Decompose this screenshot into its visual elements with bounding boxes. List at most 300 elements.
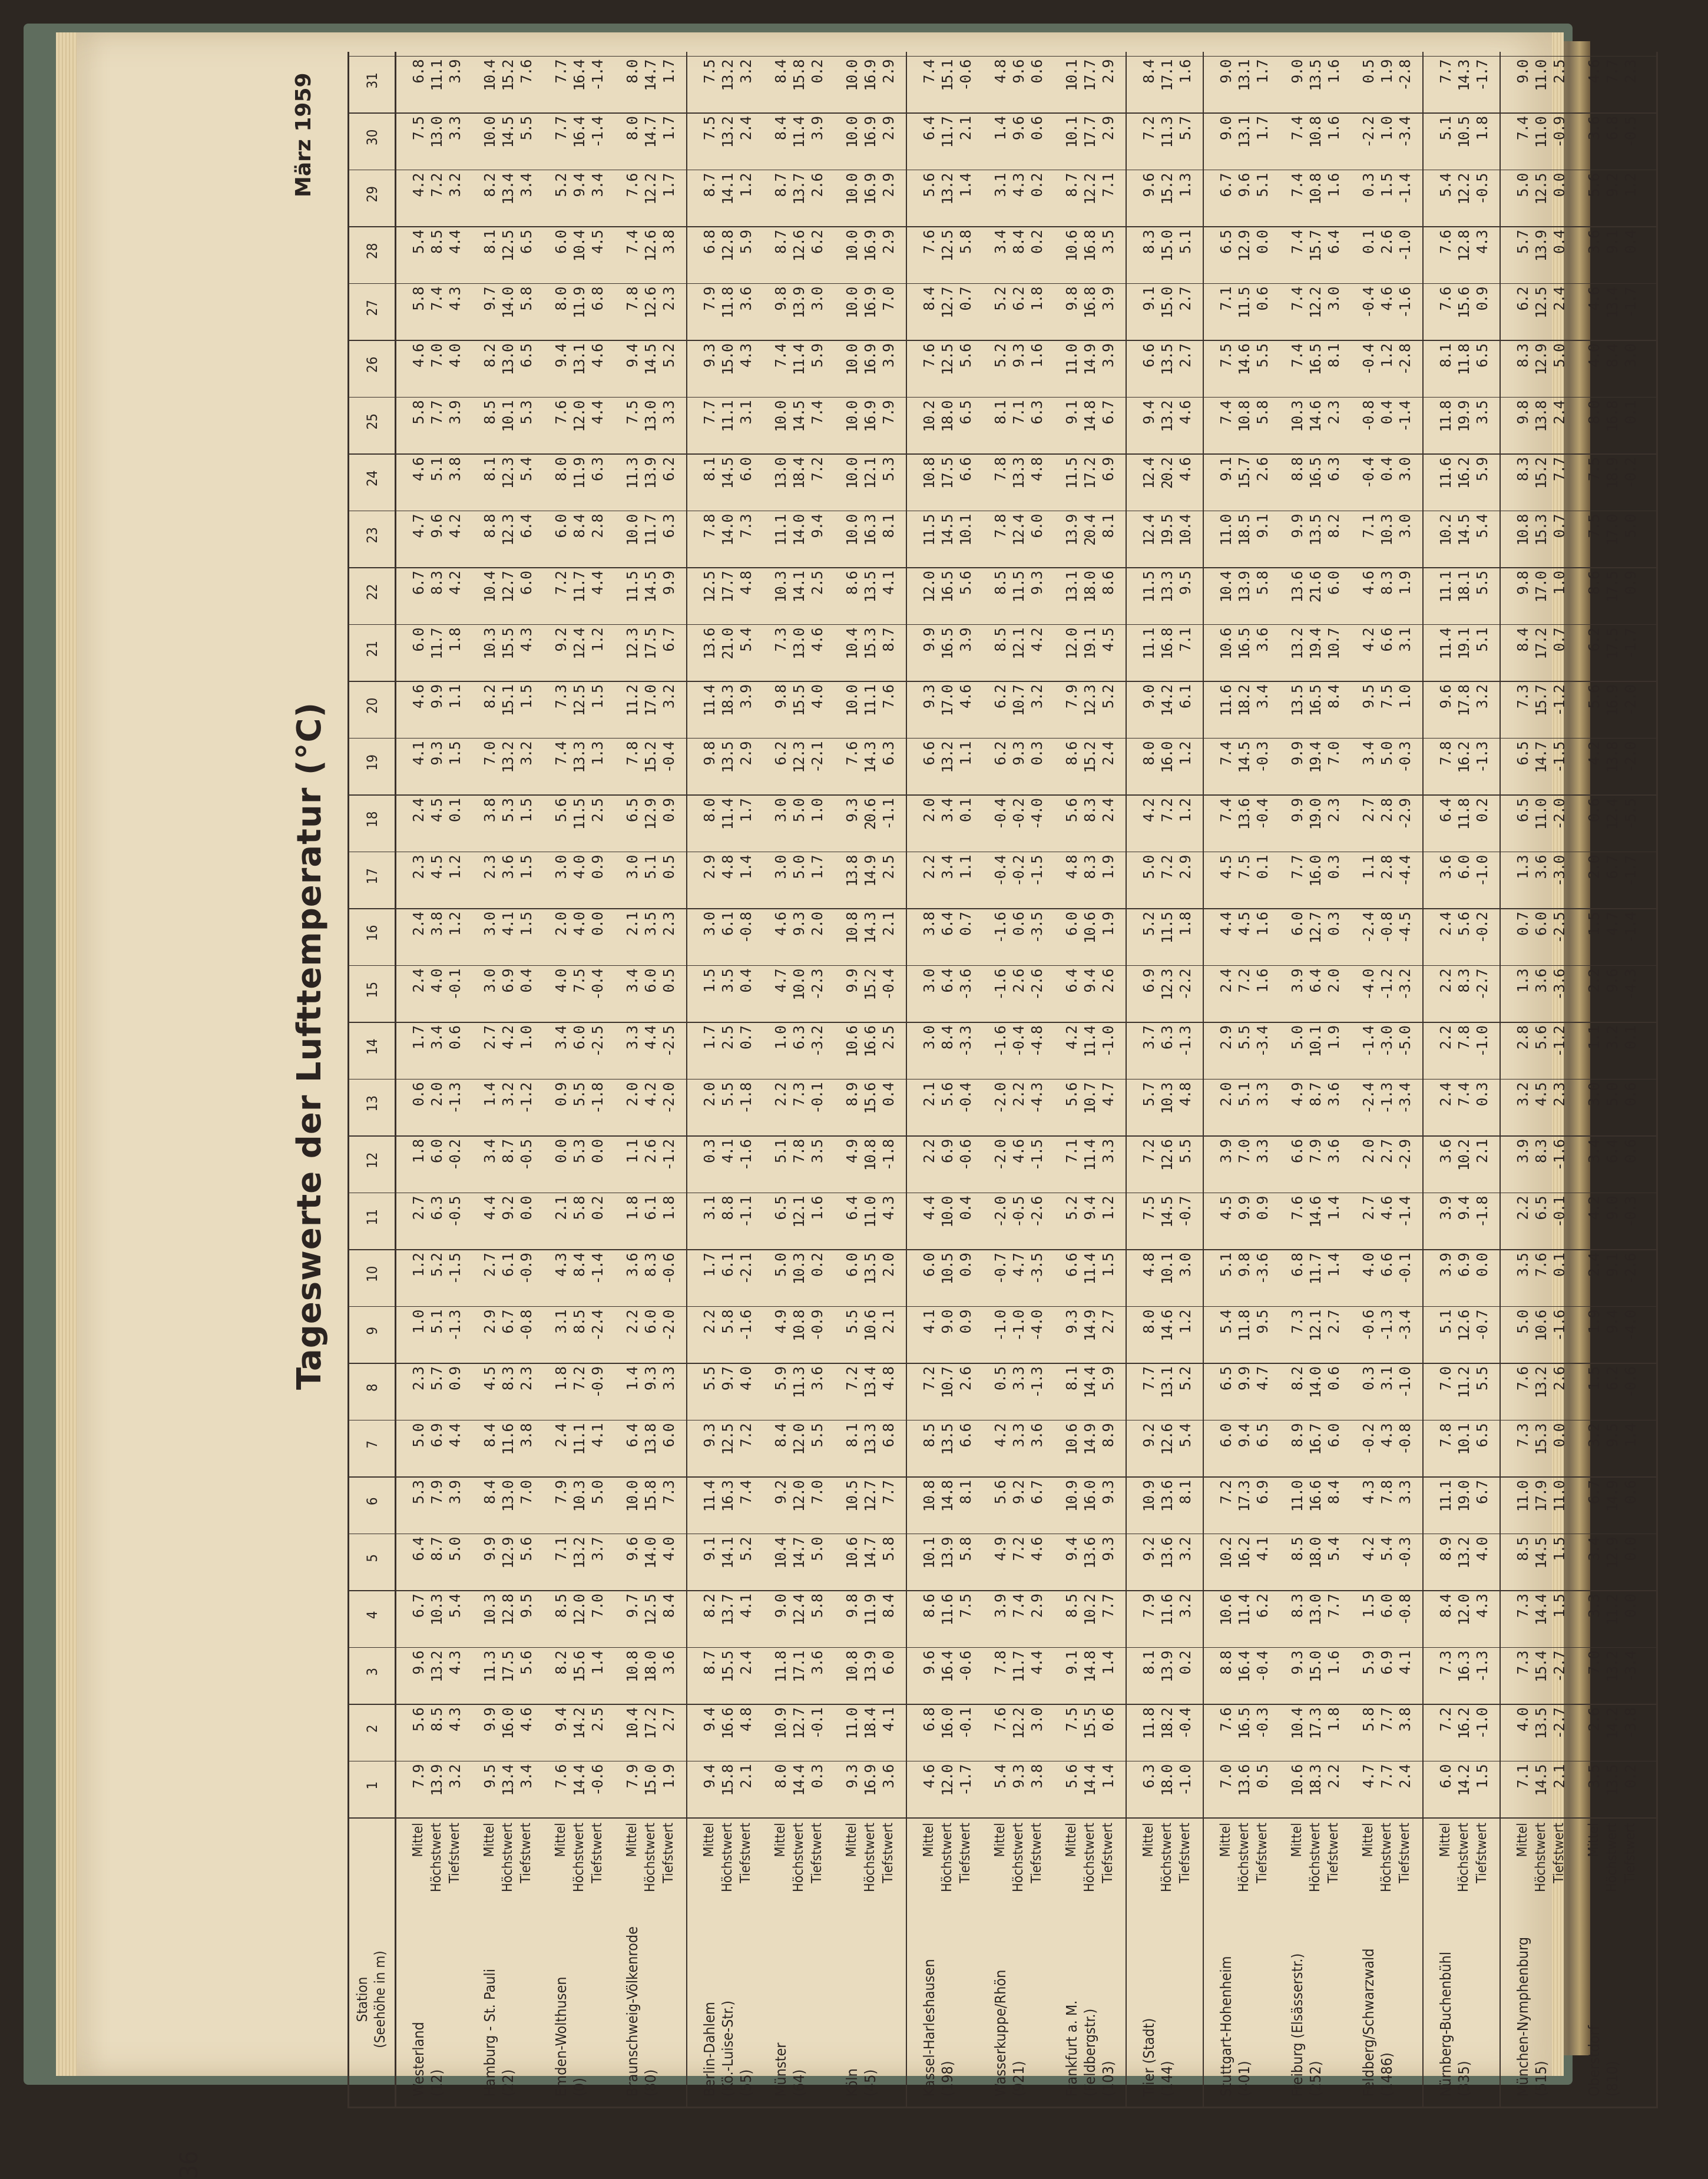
- table-cell: 14.3: [862, 742, 879, 773]
- table-cell: 7.6: [992, 1708, 1009, 1732]
- table-cell: 7.5: [1378, 686, 1395, 709]
- row-label: Tiefstwert: [958, 1823, 973, 1883]
- table-cell: 3.4: [518, 174, 535, 197]
- table-cell: 4.5: [1532, 1083, 1550, 1107]
- table-cell: 3.6: [1254, 628, 1271, 652]
- table-cell: 4.1: [499, 913, 517, 936]
- table-cell: -3.0: [1378, 1026, 1395, 1058]
- column-rule: [347, 681, 1656, 683]
- table-cell: 0.9: [552, 1083, 570, 1107]
- table-cell: 1.1: [957, 856, 974, 879]
- table-cell: 6.6: [1378, 628, 1395, 652]
- table-cell: 1.5: [589, 686, 606, 709]
- table-cell: 1.4: [957, 174, 974, 197]
- table-cell: 16.0: [1158, 742, 1176, 773]
- table-cell: 1.1: [1585, 1026, 1603, 1050]
- table-cell: 18.0: [1307, 1538, 1324, 1569]
- table-cell: -2.0: [1622, 686, 1639, 717]
- table-cell: 14.9: [1081, 345, 1098, 376]
- table-cell: 14.9: [862, 856, 879, 887]
- table-cell: 0.9: [957, 1254, 974, 1277]
- table-cell: -0.9: [589, 1367, 606, 1399]
- table-cell: 3.6: [737, 287, 754, 311]
- table-cell: 5.4: [1177, 1424, 1194, 1448]
- table-cell: -0.3: [1396, 1538, 1414, 1569]
- table-cell: 9.3: [1010, 345, 1027, 368]
- row-label: Höchstwert: [1604, 1823, 1620, 1892]
- table-cell: 7.4: [1455, 1083, 1472, 1107]
- table-cell: 1.6: [1028, 345, 1045, 368]
- table-cell: 7.8: [1455, 1026, 1472, 1050]
- table-cell: 9.4: [1063, 1538, 1080, 1561]
- table-cell: 1.9: [1325, 1026, 1342, 1050]
- table-cell: -0.6: [957, 1651, 974, 1683]
- table-cell: 0.9: [1474, 287, 1491, 311]
- table-cell: 5.6: [1063, 799, 1080, 823]
- table-cell: 15.1: [939, 60, 956, 91]
- table-cell: 15.0: [1158, 231, 1176, 262]
- table-cell: 14.7: [1532, 742, 1550, 773]
- table-cell: 8.4: [481, 1424, 498, 1448]
- table-cell: -2.2: [1360, 117, 1377, 148]
- table-cell: 12.3: [790, 742, 807, 773]
- table-cell: 9.2: [552, 628, 570, 652]
- table-cell: 4.3: [880, 1197, 897, 1220]
- table-cell: 5.3: [880, 458, 897, 482]
- table-cell: 8.4: [772, 1424, 789, 1448]
- table-cell: 11.0: [1514, 1481, 1531, 1512]
- table-cell: 6.0: [921, 1254, 938, 1277]
- table-cell: 8.3: [642, 1254, 659, 1277]
- table-cell: 14.5: [1158, 1197, 1176, 1228]
- day-header: 25: [364, 413, 380, 430]
- table-cell: -1.6: [992, 1026, 1009, 1058]
- table-cell: 17.0: [1604, 515, 1621, 546]
- table-cell: 11.6: [939, 1595, 956, 1626]
- table-cell: 7.2: [1217, 1481, 1234, 1505]
- table-cell: -1.0: [1474, 1708, 1491, 1740]
- table-cell: -2.2: [1177, 969, 1194, 1001]
- table-cell: 16.8: [1081, 287, 1098, 319]
- table-cell: 14.6: [1307, 401, 1324, 432]
- table-cell: 9.4: [1081, 969, 1098, 993]
- table-cell: 13.6: [1289, 572, 1306, 603]
- column-rule: [347, 1079, 1656, 1080]
- table-cell: -2.0: [992, 1083, 1009, 1114]
- table-cell: 9.3: [1063, 1310, 1080, 1334]
- table-cell: 7.4: [552, 742, 570, 766]
- row-label: Höchstwert: [1236, 1823, 1252, 1892]
- table-cell: 2.4: [1437, 913, 1454, 936]
- table-cell: 9.6: [921, 1651, 938, 1675]
- table-cell: 2.6: [1010, 969, 1027, 993]
- table-cell: -3.6: [1551, 969, 1568, 1001]
- table-cell: 13.4: [1604, 287, 1621, 319]
- row-label: Höchstwert: [571, 1823, 587, 1892]
- table-cell: 2.0: [624, 1083, 641, 1107]
- table-cell: 3.8: [428, 913, 445, 936]
- table-cell: 0.0: [589, 1140, 606, 1164]
- table-cell: 7.8: [624, 742, 641, 766]
- table-cell: 4.1: [1254, 1538, 1271, 1561]
- column-rule: [347, 1363, 1656, 1365]
- table-cell: -0.5: [518, 1140, 535, 1171]
- table-cell: 10.7: [939, 1367, 956, 1399]
- table-cell: -2.7: [1551, 1708, 1568, 1740]
- table-cell: 6.0: [1378, 1595, 1395, 1618]
- table-cell: -2.5: [589, 1026, 606, 1058]
- table-cell: 13.1: [1063, 572, 1080, 603]
- table-cell: 0.7: [737, 1026, 754, 1050]
- table-cell: -0.6: [1360, 1310, 1377, 1342]
- table-cell: 3.2: [660, 686, 677, 709]
- day-header: 31: [364, 72, 380, 89]
- day-header: 15: [364, 982, 380, 998]
- table-cell: 6.0: [1217, 1424, 1234, 1448]
- table-cell: 4.7: [1604, 913, 1621, 936]
- table-cell: 9.7: [481, 287, 498, 311]
- table-cell: 10.1: [1063, 60, 1080, 91]
- table-cell: 13.5: [1289, 686, 1306, 717]
- table-cell: 14.5: [499, 117, 517, 148]
- table-cell: 8.5: [1514, 1538, 1531, 1561]
- table-cell: 2.6: [809, 174, 826, 197]
- table-cell: 10.8: [921, 458, 938, 489]
- table-cell: 10.6: [1532, 1310, 1550, 1342]
- table-cell: 9.3: [1010, 742, 1027, 766]
- table-cell: 0.2: [1474, 799, 1491, 823]
- table-cell: 10.7: [1081, 1083, 1098, 1114]
- table-cell: 13.8: [642, 1424, 659, 1455]
- table-cell: 21.6: [1307, 572, 1324, 603]
- table-cell: -1.6: [737, 1140, 754, 1171]
- table-cell: 8.1: [1140, 1651, 1157, 1675]
- table-cell: -1.0: [1396, 1367, 1414, 1399]
- table-cell: 6.0: [1028, 515, 1045, 538]
- table-cell: 13.4: [499, 1765, 517, 1796]
- table-cell: 4.2: [446, 572, 464, 595]
- table-cell: 13.2: [939, 742, 956, 773]
- table-cell: 0.2: [1622, 1765, 1639, 1789]
- table-cell: 11.8: [1236, 1310, 1253, 1342]
- station-name: Berlin-Dahlem (Kö.-Luise-Str.) (55): [701, 2000, 754, 2097]
- table-cell: -1.4: [1396, 401, 1414, 432]
- table-cell: 2.2: [921, 856, 938, 879]
- table-cell: 9.4: [1455, 1197, 1472, 1220]
- table-cell: 3.6: [880, 1765, 897, 1789]
- table-cell: 6.5: [518, 231, 535, 254]
- table-cell: 1.1: [624, 1140, 641, 1164]
- table-cell: 7.6: [552, 401, 570, 425]
- table-cell: 9.6: [1010, 117, 1027, 141]
- table-cell: 19.0: [1307, 799, 1324, 830]
- table-cell: 16.4: [1236, 1651, 1253, 1683]
- table-cell: 6.4: [939, 913, 956, 936]
- table-cell: 1.4: [1325, 1197, 1342, 1220]
- table-cell: 3.9: [446, 60, 464, 84]
- table-cell: 8.9: [843, 1083, 860, 1107]
- table-cell: 15.5: [790, 686, 807, 717]
- table-cell: 12.2: [1455, 174, 1472, 205]
- table-cell: 5.2: [1177, 1367, 1194, 1391]
- table-cell: 6.0: [880, 1651, 897, 1675]
- table-cell: 1.2: [737, 174, 754, 197]
- table-cell: 6.9: [1100, 458, 1117, 482]
- table-cell: 3.1: [992, 174, 1009, 197]
- day-header: 17: [364, 868, 380, 885]
- table-cell: 11.2: [624, 686, 641, 717]
- table-cell: 11.4: [790, 117, 807, 148]
- table-cell: 3.4: [1585, 1538, 1603, 1561]
- row-label: Tiefstwert: [590, 1823, 605, 1883]
- table-cell: 14.5: [790, 401, 807, 432]
- table-cell: 11.7: [1010, 1651, 1027, 1683]
- table-cell: 4.8: [719, 856, 736, 879]
- table-cell: 8.5: [992, 628, 1009, 652]
- table-cell: 1.6: [1325, 174, 1342, 197]
- table-cell: 2.4: [552, 1424, 570, 1448]
- table-cell: 1.9: [1585, 1310, 1603, 1334]
- table-cell: -0.1: [809, 1708, 826, 1740]
- table-cell: 4.8: [1140, 1254, 1157, 1277]
- station-name: Nürnberg-Buchenbühl (335): [1437, 1951, 1472, 2097]
- table-cell: 3.5: [1514, 1254, 1531, 1277]
- table-cell: 9.6: [1140, 174, 1157, 197]
- table-cell: 3.9: [446, 1481, 464, 1505]
- table-cell: 7.0: [1217, 1765, 1234, 1789]
- table-cell: 5.5: [571, 1083, 588, 1107]
- table-cell: -0.7: [992, 1254, 1009, 1285]
- table-cell: 7.3: [737, 515, 754, 538]
- table-cell: 2.7: [1100, 1310, 1117, 1334]
- table-cell: 12.8: [499, 1595, 517, 1626]
- table-cell: 9.9: [481, 1538, 498, 1561]
- table-cell: 3.5: [809, 1140, 826, 1164]
- table-cell: 10.6: [1217, 1595, 1234, 1626]
- table-cell: 3.2: [737, 60, 754, 84]
- table-cell: 18.2: [1236, 686, 1253, 717]
- table-cell: 12.7: [790, 1708, 807, 1740]
- table-cell: 4.1: [921, 1310, 938, 1334]
- table-cell: -1.0: [992, 1310, 1009, 1342]
- table-cell: -2.0: [660, 1310, 677, 1342]
- table-cell: 6.9: [1254, 1481, 1271, 1505]
- table-cell: 6.0: [737, 458, 754, 482]
- table-cell: 1.4: [1622, 1424, 1639, 1448]
- table-cell: 14.7: [862, 1538, 879, 1569]
- table-cell: -2.8: [1396, 60, 1414, 91]
- table-cell: 10.1: [499, 401, 517, 432]
- table-cell: 16.9: [862, 231, 879, 262]
- table-cell: 2.1: [552, 1197, 570, 1220]
- table-cell: 0.4: [1551, 231, 1568, 254]
- table-cell: 5.0: [1604, 1083, 1621, 1107]
- table-cell: 11.0: [862, 1197, 879, 1228]
- table-cell: 6.5: [1474, 345, 1491, 368]
- table-cell: 2.6: [642, 1140, 659, 1164]
- table-cell: 6.7: [410, 572, 427, 595]
- table-cell: 6.0: [1325, 572, 1342, 595]
- table-cell: 8.6: [1063, 742, 1080, 766]
- table-cell: 0.1: [1622, 1026, 1639, 1050]
- table-cell: 10.0: [843, 345, 860, 376]
- table-cell: 1.4: [481, 1083, 498, 1107]
- table-cell: 1.7: [1254, 60, 1271, 84]
- table-cell: 4.1: [719, 1140, 736, 1164]
- table-cell: 9.4: [701, 1765, 718, 1789]
- table-cell: 8.1: [880, 515, 897, 538]
- table-cell: 14.4: [790, 1765, 807, 1796]
- table-cell: 3.3: [660, 1367, 677, 1391]
- table-cell: 2.2: [1325, 1765, 1342, 1789]
- table-cell: 4.3: [1360, 1481, 1377, 1505]
- table-cell: -4.3: [1622, 969, 1639, 1001]
- table-cell: 10.4: [772, 1538, 789, 1569]
- table-cell: 3.4: [481, 1140, 498, 1164]
- table-cell: 11.0: [1532, 60, 1550, 91]
- table-cell: -1.4: [589, 60, 606, 91]
- table-cell: 7.4: [624, 231, 641, 254]
- table-cell: 5.0: [1514, 174, 1531, 197]
- table-cell: 11.1: [428, 60, 445, 91]
- table-cell: -0.4: [992, 856, 1009, 887]
- table-cell: 13.9: [1158, 1651, 1176, 1683]
- table-cell: 13.3: [862, 1424, 879, 1455]
- table-cell: 12.6: [1158, 1424, 1176, 1455]
- table-cell: 0.5: [660, 856, 677, 879]
- table-cell: 4.1: [880, 1708, 897, 1732]
- table-cell: 10.8: [1514, 515, 1531, 546]
- table-cell: 1.8: [446, 628, 464, 652]
- table-cell: -0.3: [1254, 1708, 1271, 1740]
- row-label: Höchstwert: [643, 1823, 658, 1892]
- table-cell: 0.2: [1028, 174, 1045, 197]
- table-cell: 3.7: [589, 1538, 606, 1561]
- table-cell: 12.0: [1063, 628, 1080, 660]
- table-cell: 3.3: [660, 401, 677, 425]
- table-cell: 3.0: [809, 287, 826, 311]
- table-cell: 4.6: [1177, 401, 1194, 425]
- table-cell: 5.6: [552, 799, 570, 823]
- table-cell: 11.8: [719, 287, 736, 319]
- table-cell: 10.9: [772, 1708, 789, 1740]
- table-cell: 11.4: [1236, 1595, 1253, 1626]
- table-cell: 6.8: [701, 231, 718, 254]
- table-cell: 7.3: [1437, 1651, 1454, 1675]
- day-header: 12: [364, 1152, 380, 1168]
- table-cell: 8.2: [481, 174, 498, 197]
- table-cell: 10.4: [481, 60, 498, 91]
- table-cell: -3.4: [1396, 1310, 1414, 1342]
- table-cell: 12.5: [939, 345, 956, 376]
- table-cell: 9.9: [481, 1708, 498, 1732]
- table-cell: 19.1: [1455, 628, 1472, 660]
- table-cell: 2.2: [772, 1083, 789, 1107]
- table-cell: 9.4: [624, 345, 641, 368]
- table-cell: 7.8: [1437, 1424, 1454, 1448]
- table-cell: -0.6: [1622, 1367, 1639, 1399]
- table-cell: 5.0: [589, 1481, 606, 1505]
- table-cell: 15.6: [571, 1651, 588, 1683]
- table-cell: 4.7: [772, 969, 789, 993]
- table-cell: 1.5: [446, 742, 464, 766]
- table-cell: 8.3: [1514, 345, 1531, 368]
- table-cell: 13.9: [428, 1765, 445, 1796]
- table-cell: 5.0: [790, 799, 807, 823]
- table-cell: 5.0: [1551, 345, 1568, 368]
- table-cell: 9.8: [1236, 1254, 1253, 1277]
- table-cell: 2.9: [481, 1310, 498, 1334]
- day-header: 19: [364, 754, 380, 771]
- table-cell: 8.7: [880, 628, 897, 652]
- table-cell: -1.2: [1551, 1026, 1568, 1058]
- table-cell: 6.5: [1474, 1424, 1491, 1448]
- day-header: 5: [364, 1554, 380, 1562]
- table-cell: 9.3: [428, 742, 445, 766]
- table-cell: 2.7: [410, 1197, 427, 1220]
- table-cell: 5.5: [1177, 1140, 1194, 1164]
- table-cell: 14.5: [642, 345, 659, 376]
- table-cell: 4.8: [737, 1708, 754, 1732]
- table-cell: 14.7: [642, 60, 659, 91]
- table-cell: 11.8: [1455, 799, 1472, 830]
- table-cell: 4.8: [880, 1367, 897, 1391]
- table-cell: -1.3: [446, 1310, 464, 1342]
- group-divider: [906, 52, 907, 2109]
- table-cell: 11.4: [790, 345, 807, 376]
- day-header: 7: [364, 1440, 380, 1449]
- table-cell: 14.7: [790, 1538, 807, 1569]
- table-cell: 1.9: [1100, 913, 1117, 936]
- table-cell: 6.0: [642, 1310, 659, 1334]
- table-cell: -0.2: [1474, 913, 1491, 944]
- table-cell: -1.5: [1551, 742, 1568, 773]
- table-cell: 8.3: [1289, 1595, 1306, 1618]
- table-cell: 0.6: [1325, 1367, 1342, 1391]
- table-cell: 8.7: [428, 1538, 445, 1561]
- table-cell: 12.5: [571, 686, 588, 717]
- table-cell: 10.3: [571, 1481, 588, 1512]
- table-cell: 12.4: [1010, 515, 1027, 546]
- table-cell: 8.1: [843, 1424, 860, 1448]
- table-cell: 6.4: [921, 117, 938, 141]
- table-cell: 14.5: [1236, 742, 1253, 773]
- table-cell: 11.0: [1551, 1481, 1568, 1512]
- column-rule: [347, 1250, 1656, 1251]
- table-cell: 3.9: [1100, 345, 1117, 368]
- table-cell: -1.4: [1396, 174, 1414, 205]
- table-cell: 3.0: [921, 1026, 938, 1050]
- table-cell: 5.4: [1217, 1310, 1234, 1334]
- table-cell: 6.4: [1325, 231, 1342, 254]
- table-cell: 6.0: [843, 1254, 860, 1277]
- table-cell: -0.4: [992, 799, 1009, 830]
- day-header: 30: [364, 129, 380, 145]
- table-cell: 2.8: [1378, 856, 1395, 879]
- table-cell: 9.3: [1100, 1481, 1117, 1505]
- table-cell: -1.5: [1028, 856, 1045, 887]
- table-cell: 2.7: [1325, 1310, 1342, 1334]
- table-cell: 7.5: [571, 969, 588, 993]
- column-rule: [347, 1591, 1656, 1592]
- table-cell: 13.0: [642, 401, 659, 432]
- table-cell: 11.5: [571, 799, 588, 830]
- table-cell: 8.0: [1585, 401, 1603, 425]
- table-cell: 8.4: [1437, 1595, 1454, 1618]
- table-cell: 19.1: [1081, 628, 1098, 660]
- table-cell: 10.6: [843, 1538, 860, 1569]
- table-cell: 0.3: [1360, 1367, 1377, 1391]
